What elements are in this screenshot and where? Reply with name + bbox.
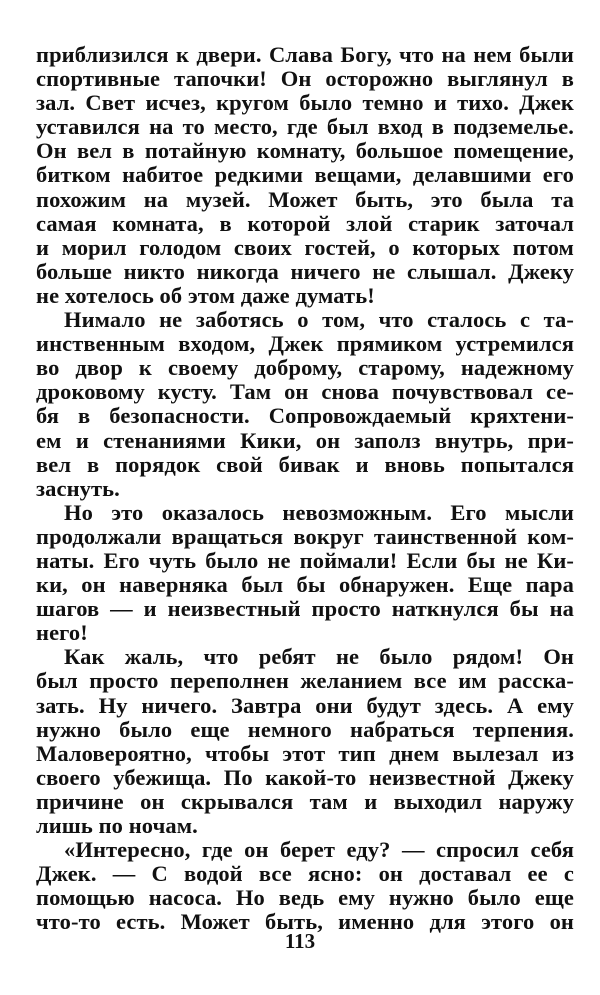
text-line: уставился на то место, где был вход в подземелье. bbox=[36, 115, 574, 140]
text-line: него! bbox=[36, 621, 88, 646]
text-line: бя в безопасности. Сопровождаемый кряхтени- bbox=[36, 404, 574, 429]
text-line: приблизился к двери. Слава Богу, что на нем были bbox=[36, 43, 574, 67]
paragraph-first-line: «Интересно, где он берет еду? — спросил себя bbox=[64, 838, 574, 863]
text-line: больше никто никогда ничего не слышал. Джеку bbox=[36, 259, 574, 284]
text-line: зать. Ну ничего. Завтра они будут здесь. А ему bbox=[36, 693, 574, 718]
paragraph-first-line: Но это оказалось невозможным. Его мысли bbox=[64, 500, 574, 525]
text-line: был просто переполнен желанием все им расска- bbox=[36, 669, 574, 694]
text-line: зал. Свет исчез, кругом было темно и тихо. Джек bbox=[36, 91, 574, 116]
text-line: своего убежища. По какой-то неизвестной Джеку bbox=[36, 765, 574, 790]
text-line: Маловероятно, чтобы этот тип днем вылезал из bbox=[36, 741, 574, 766]
text-line: инственным входом, Джек прямиком устремился bbox=[36, 332, 574, 357]
text-line: похожим на музей. Может быть, это была та bbox=[36, 187, 574, 212]
text-line: не хотелось об этом даже думать! bbox=[36, 283, 375, 308]
text-line: битком набитое редкими вещами, делавшими его bbox=[36, 163, 574, 188]
text-line: спортивные тапочки! Он осторожно выглянул в bbox=[36, 67, 574, 92]
text-line: продолжали вращаться вокруг таинственной ком- bbox=[36, 524, 574, 549]
body-text bbox=[36, 43, 574, 934]
paragraph-first-line: Нимало не заботясь о том, что сталось с та- bbox=[64, 308, 574, 333]
text-line: ем и стенаниями Кики, он заполз внутрь, при- bbox=[36, 428, 574, 453]
text-line: нужно было еще немного набраться терпения. bbox=[36, 717, 574, 742]
text-line: ки, он наверняка был бы обнаружен. Еще пара bbox=[36, 573, 574, 598]
text-line: заснуть. bbox=[36, 476, 120, 501]
text-line: во двор к своему доброму, старому, надежному bbox=[36, 356, 574, 381]
text-line: дроковому кусту. Там он снова почувствовал се- bbox=[36, 380, 574, 405]
text-line: помощью насоса. Но ведь ему нужно было еще bbox=[36, 886, 574, 911]
text-line: что-то есть. Может быть, именно для этого он bbox=[36, 910, 574, 935]
text-line: и морил голодом своих гостей, о которых потом bbox=[36, 235, 574, 260]
paragraph-first-line: Как жаль, что ребят не было рядом! Он bbox=[64, 645, 574, 670]
text-line: Джек. — С водой все ясно: он доставал ее с bbox=[36, 862, 574, 887]
text-line: самая комната, в которой злой старик заточал bbox=[36, 211, 574, 236]
text-line: Он вел в потайную комнату, большое помещение, bbox=[36, 139, 574, 164]
text-line: шагов — и неизвестный просто наткнулся бы на bbox=[36, 597, 574, 622]
text-line: наты. Его чуть было не поймали! Если бы не Ки- bbox=[36, 548, 574, 573]
text-line: вел в порядок свой бивак и вновь попытался bbox=[36, 452, 574, 477]
page-number: 113 bbox=[284, 929, 316, 953]
text-line: лишь по ночам. bbox=[36, 814, 198, 838]
text-line: причине он скрывался там и выходил наружу bbox=[36, 789, 574, 814]
